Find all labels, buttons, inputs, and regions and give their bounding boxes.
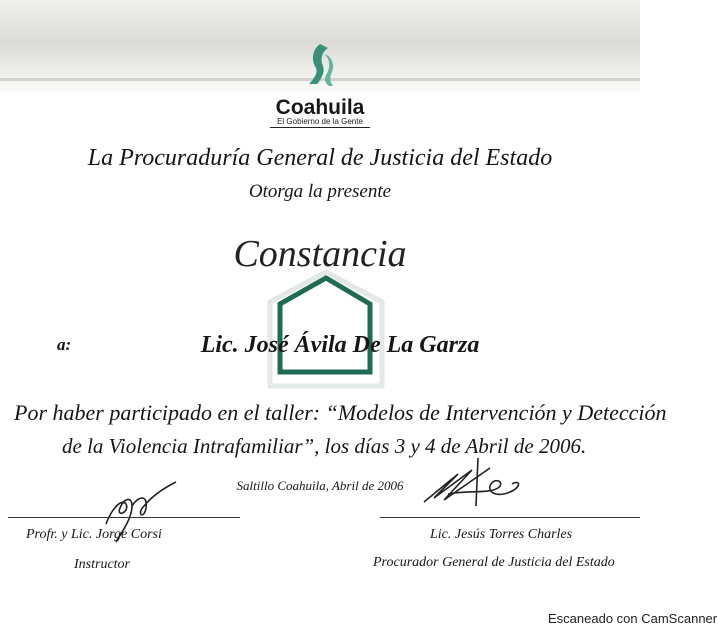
certificate-title: Constancia <box>233 233 407 275</box>
place-date: Saltillo Coahuila, Abril de 2006 <box>236 478 404 493</box>
recipient-name: Lic. José Ávila De La Garza <box>200 332 480 358</box>
house-watermark-icon <box>262 268 390 394</box>
brand-tagline: El Gobierno de la Gente <box>270 117 370 128</box>
procurador-name: Lic. Jesús Torres Charles <box>430 527 573 542</box>
procurador-role: Procurador General de Justicia del Estado <box>373 555 615 570</box>
grants-line: Otorga la presente <box>248 181 392 202</box>
instructor-role: Instructor <box>74 557 130 572</box>
instructor-name: Profr. y Lic. Jorge Corsi <box>26 527 162 542</box>
coahuila-emblem-icon <box>297 40 343 98</box>
reason-line-1: Por haber participado en el taller: “Modelos de Intervención y Detección <box>14 400 667 425</box>
scan-watermark-text: Escaneado con CamScanner <box>548 611 717 626</box>
brand-name: Coahuila <box>275 96 365 119</box>
left-signature-line <box>8 517 240 518</box>
recipient-prefix: a: <box>57 335 72 354</box>
reason-line-2: de la Violencia Intrafamiliar”, los días 3 y 4 de Abril de 2006. <box>62 434 587 458</box>
issuer-heading: La Procuraduría General de Justicia del Estado <box>87 145 553 171</box>
right-signature-line <box>380 517 640 518</box>
procurador-signature-icon <box>418 450 530 516</box>
